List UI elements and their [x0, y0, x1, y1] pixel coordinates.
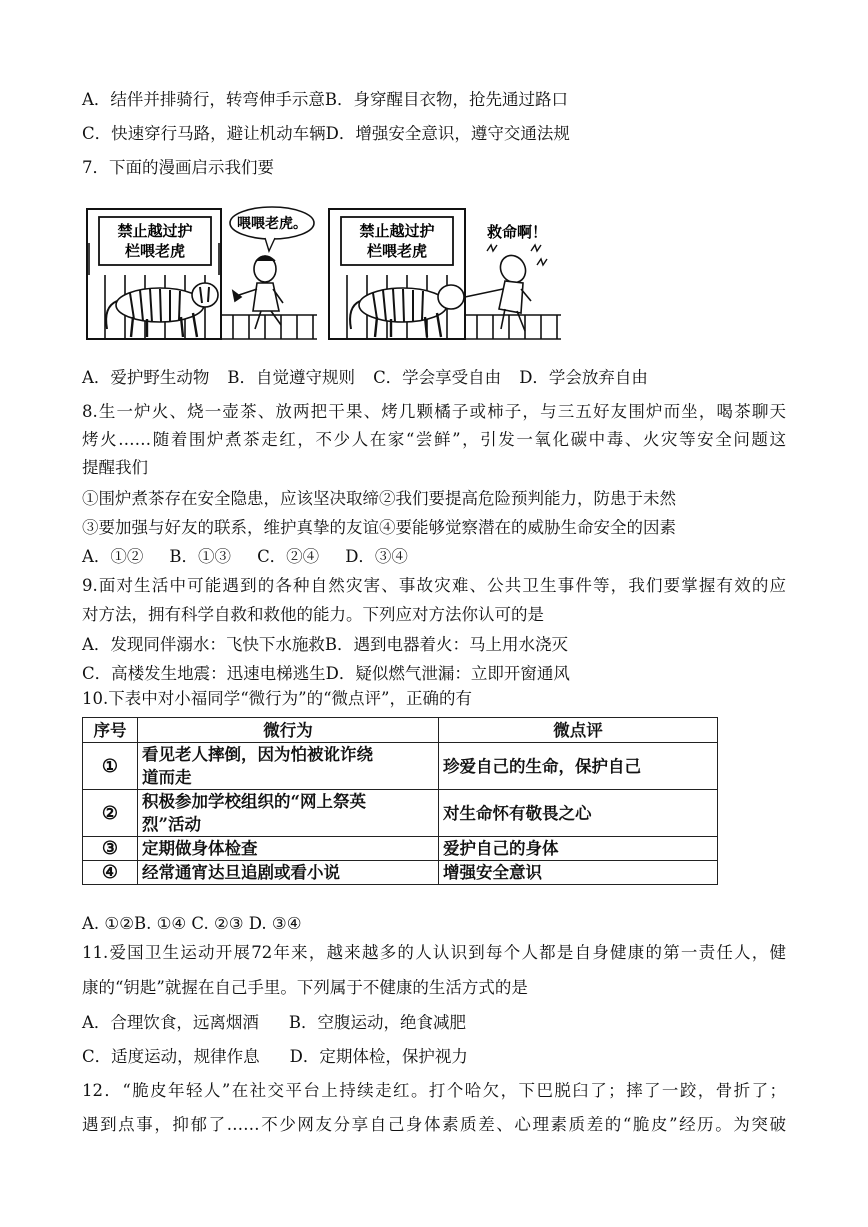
row-behavior-line1: 看见老人摔倒，因为怕被讹诈绕	[142, 745, 373, 764]
q6-options-row2	[82, 124, 570, 144]
q10-stem: 10.下表中对小福同学“微行为”的“微点评”，正确的有	[82, 689, 472, 708]
row-behavior-line1: 积极参加学校组织的“网上祭英	[142, 792, 366, 811]
q8-statements-row2	[82, 518, 676, 538]
q6-option-d: D．增强安全意识，遵守交通法规	[325, 124, 570, 143]
table-row	[83, 861, 718, 885]
speech-bubble-text: 喂喂老虎。	[237, 216, 307, 232]
q7-stem: 7．下面的漫画启示我们要	[82, 158, 274, 177]
sign-right-line2: 栏喂老虎	[366, 242, 428, 260]
row-behavior: 经常通宵达旦追剧或看小说	[138, 861, 439, 885]
cartoon-panel-right	[329, 209, 561, 339]
row-behavior	[138, 743, 439, 790]
q6-option-b: B．身穿醒目衣物，抢先通过路口	[324, 90, 569, 109]
q8-option-a: A．①②	[82, 547, 144, 566]
q11-option-b: B．空腹运动，绝食减肥	[288, 1013, 467, 1032]
sign-left-line1: 禁止越过护	[117, 222, 193, 240]
table-row	[83, 743, 718, 790]
q7-option-c: C．学会享受自由	[373, 368, 502, 387]
q8-option-b: B．①③	[169, 547, 232, 566]
tiger-left	[106, 283, 218, 337]
q8-stem-line3: 提醒我们	[82, 458, 148, 477]
table-header-number: 序号	[83, 718, 138, 743]
q11-stem-line2: 康的“钥匙”就握在自己手里。下列属于不健康的生活方式的是	[82, 978, 528, 997]
row-comment: 爱护自己的身体	[439, 837, 718, 861]
q11-option-c: C．适度运动，规律作息	[82, 1047, 260, 1066]
table-header-row	[83, 718, 718, 743]
row-behavior	[138, 790, 439, 837]
q9-option-b: B．遇到电器着火：马上用水浇灭	[324, 635, 569, 654]
q6-options-row1	[82, 90, 568, 110]
row-comment: 对生命怀有敬畏之心	[439, 790, 718, 837]
cartoon-panel-left	[87, 207, 317, 339]
q7-options	[82, 368, 648, 388]
row-behavior: 定期做身体检查	[138, 837, 439, 861]
q12-stem-line1: 12．“脆皮年轻人”在社交平台上持续走红。打个哈欠，下巴脱臼了；摔了一跤，骨折了；	[82, 1081, 786, 1100]
q8-option-c: C．②④	[257, 547, 320, 566]
q12-stem-line2: 遇到点事，抑郁了……不少网友分享自己身体素质差、心理素质差的“脆皮”经历。为突破	[82, 1115, 786, 1134]
boy-bitten	[465, 251, 531, 331]
row-number: ②	[83, 790, 138, 837]
tiger-cartoon	[85, 203, 565, 345]
q7-option-a: A．爱护野生动物	[82, 368, 210, 387]
q8-statement-3: ③要加强与好友的联系，维护真挚的友谊	[82, 518, 379, 537]
row-behavior-line2: 道而走	[142, 768, 192, 787]
q11-options-row2	[82, 1047, 468, 1067]
table-row	[83, 790, 718, 837]
q11-options-row1	[82, 1013, 466, 1033]
q6-option-c: C．快速穿行马路，避让机动车辆	[82, 124, 326, 143]
table-header-comment: 微点评	[439, 718, 718, 743]
q8-option-d: D．③④	[345, 547, 408, 566]
q9-options-row2	[82, 664, 570, 684]
speech-bubble	[230, 207, 314, 251]
row-number: ③	[83, 837, 138, 861]
q11-option-d: D．定期体检，保护视力	[289, 1047, 468, 1066]
shout-text: 救命啊！	[486, 223, 548, 241]
micro-behavior-table	[82, 717, 718, 885]
q9-option-a: A．发现同伴溺水：飞快下水施救	[82, 635, 325, 654]
row-comment: 珍爱自己的生命，保护自己	[439, 743, 718, 790]
q9-options-row1	[82, 635, 568, 655]
row-number: ①	[83, 743, 138, 790]
q9-option-d: D．疑似燃气泄漏：立即开窗通风	[325, 664, 570, 683]
row-number: ④	[83, 861, 138, 885]
q8-stem-line2: 烤火……随着围炉煮茶走红，不少人在家“尝鲜”，引发一氧化碳中毒、火灾等安全问题这	[82, 430, 786, 449]
q7-option-b: B．自觉遵守规则	[227, 368, 356, 387]
sign-left-line2: 栏喂老虎	[124, 242, 186, 260]
q6-option-a: A．结伴并排骑行，转弯伸手示意	[82, 90, 325, 109]
q10-options: A. ①②B. ①④ C. ②③ D. ③④	[82, 914, 302, 933]
q9-stem-line1: 9.面对生活中可能遇到的各种自然灾害、事故灾难、公共卫生事件等，我们要掌握有效的应	[82, 576, 786, 595]
q7-option-d: D．学会放弃自由	[519, 368, 648, 387]
q9-stem-line2: 对方法，拥有科学自救和救他的能力。下列应对方法你认可的是	[82, 605, 544, 624]
q8-options	[82, 547, 408, 567]
table-header-behavior: 微行为	[138, 718, 439, 743]
q11-option-a: A．合理饮食，远离烟酒	[82, 1013, 259, 1032]
q8-statement-2: ②我们要提高危险预判能力，防患于未然	[379, 489, 676, 508]
boy-feeding	[233, 256, 283, 329]
table-row	[83, 837, 718, 861]
row-comment: 增强安全意识	[439, 861, 718, 885]
q8-statement-1: ①围炉煮茶存在安全隐患，应该坚决取缔	[82, 489, 379, 508]
q8-statement-4: ④要能够觉察潜在的威胁生命安全的因素	[379, 518, 676, 537]
sign-right-line1: 禁止越过护	[359, 222, 435, 240]
q11-stem-line1: 11.爱国卫生运动开展72年来，越来越多的人认识到每个人都是自身健康的第一责任人，健	[82, 943, 786, 962]
row-behavior-line2: 烈”活动	[142, 815, 201, 834]
q8-statements-row1	[82, 489, 676, 509]
q8-stem-line1: 8.生一炉火、烧一壶茶、放两把干果、烤几颗橘子或柿子，与三五好友围炉而坐，喝茶聊天	[82, 402, 786, 421]
q9-option-c: C．高楼发生地震：迅速电梯逃生	[82, 664, 326, 683]
